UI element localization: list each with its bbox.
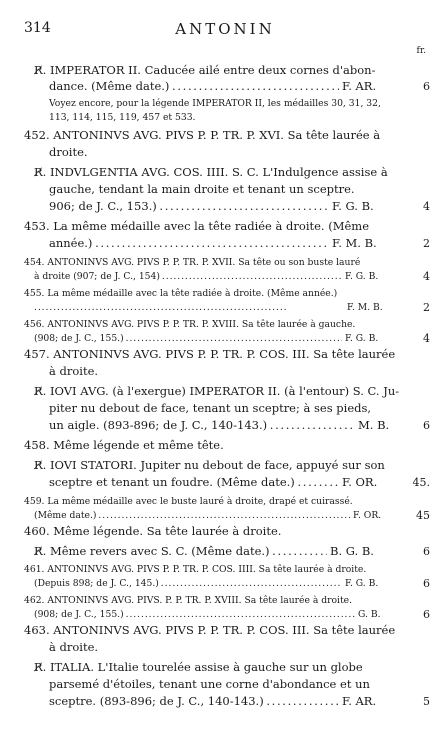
line-text: (Depuis 898; de J. C., 145.) . . . — [34, 576, 342, 591]
price-value: 5 — [423, 695, 430, 708]
line-text: 463. ANTONINVS AVG. PIVS P. P. TR. P. COS. III. Sa tête laurée — [24, 623, 396, 637]
text-line — [0, 255, 446, 270]
page-header — [24, 20, 426, 56]
text-line — [0, 593, 446, 608]
text-line — [0, 79, 446, 94]
price-value: 6 — [423, 608, 430, 621]
price-value: 45 — [416, 509, 430, 522]
line-text: à droite. — [49, 364, 99, 378]
line-text: 460. Même légende. Sa tête laurée à droite. — [24, 524, 282, 538]
line-text: 456. ANTONINVS AVG. PIVS P. P. TR. P. XVIII. Sa tête laurée à gauche. — [24, 319, 356, 330]
text-line — [0, 401, 446, 416]
line-text: 457. ANTONINVS AVG. PIVS P. P. TR. P. COS. III. Sa tête laurée — [24, 347, 396, 361]
line-text: sceptre. (893-896; de J. C., 140-143.) . . . — [49, 694, 339, 709]
text-line — [0, 508, 446, 523]
price-value: 45. — [412, 476, 430, 489]
text-line — [0, 96, 446, 111]
price-value: 2 — [423, 301, 430, 314]
line-text: 453. La même médaille avec la tête radiée à droite. (Même — [24, 219, 370, 233]
text-line — [0, 317, 446, 332]
text-line — [0, 694, 446, 709]
text-line — [0, 458, 446, 473]
metal-size: F. G. B. — [342, 576, 378, 591]
price-value: 6 — [423, 545, 430, 558]
text-line — [0, 475, 446, 490]
line-text: R̸. IMPERATOR II. Caducée ailé entre deux cornes d'abon- — [34, 63, 376, 77]
metal-size: M. B. — [355, 418, 389, 433]
text-line — [0, 300, 446, 315]
price-value: 2 — [423, 237, 430, 250]
line-text: un aigle. (893-896; de J. C., 140-143.) . . . — [49, 418, 355, 433]
price-value: 6 — [423, 80, 430, 93]
line-text: 455. La même médaille avec la tête radiée à droite. (Même année.) — [24, 288, 338, 299]
line-text: gauche, tendant la main droite et tenant un sceptre. — [49, 182, 355, 196]
text-line — [0, 524, 446, 539]
line-text: sceptre et tenant un foudre. (Même date.) . . . — [49, 475, 339, 490]
metal-size: F. G. B. — [342, 269, 378, 284]
line-text: R̸. ITALIA. L'Italie tourelée assise à gauche sur un globe — [34, 660, 363, 674]
line-text: dance. (Même date.) . . . — [49, 79, 339, 94]
text-line — [0, 128, 446, 143]
text-line — [0, 607, 446, 622]
text-line — [0, 677, 446, 692]
text-line — [0, 199, 446, 214]
text-line — [0, 165, 446, 180]
line-text: à droite. — [49, 640, 99, 654]
metal-size: F. G. B. — [342, 331, 378, 346]
line-text: droite. — [49, 145, 88, 159]
text-line — [0, 418, 446, 433]
line-text — [34, 300, 344, 315]
price-value: 4 — [423, 200, 430, 213]
line-text: piter nu debout de face, tenant un sceptre; à ses pieds, — [49, 401, 372, 415]
metal-size: F. M. B. — [329, 236, 377, 251]
line-text: 113, 114, 115, 119, 457 et 533. — [49, 112, 196, 123]
metal-size: G. B. — [355, 607, 381, 622]
text-line — [0, 494, 446, 509]
line-text: année.) . . . — [49, 236, 329, 251]
page-title: ANTONIN — [175, 20, 275, 38]
text-line — [0, 640, 446, 655]
line-text: R̸. IOVI STATORI. Jupiter nu debout de face, appuyé sur son — [34, 458, 385, 472]
text-line — [0, 236, 446, 251]
text-line — [0, 623, 446, 638]
line-text: parsemé d'étoiles, tenant une corne d'abondance et un — [49, 677, 370, 691]
metal-size: F. M. B. — [344, 300, 383, 315]
metal-size: F. AR. — [339, 79, 376, 94]
text-line — [0, 286, 446, 301]
line-text: 452. ANTONINVS AVG. PIVS P. P. TR. P. XVI. Sa tête laurée à — [24, 128, 381, 142]
price-value: 6 — [423, 419, 430, 432]
metal-size: B. G. B. — [327, 544, 374, 559]
price-value: 4 — [423, 270, 430, 283]
metal-size: F. OR. — [350, 508, 381, 523]
price-value: 4 — [423, 332, 430, 345]
text-line — [0, 544, 446, 559]
line-text: 459. La même médaille avec le buste lauré à droite, drapé et cuirassé. — [24, 496, 353, 507]
text-line — [0, 364, 446, 379]
text-line — [0, 182, 446, 197]
text-line — [0, 331, 446, 346]
text-line — [0, 347, 446, 362]
metal-size: F. OR. — [339, 475, 377, 490]
text-line — [0, 576, 446, 591]
line-text: 454. ANTONINVS AVG. PIVS P. P. TR. P. XVII. Sa tête ou son buste lauré — [24, 257, 361, 268]
line-text: R̸. IOVI AVG. (à l'exergue) IMPERATOR II. (à l'entour) S. C. Ju- — [34, 384, 400, 398]
text-line — [0, 110, 446, 125]
line-text: (908; de J. C., 155.) . . . — [34, 607, 355, 622]
text-line — [0, 438, 446, 453]
metal-size: F. G. B. — [329, 199, 374, 214]
line-text: 461. ANTONINVS AVG. PIVS P. P. TR. P. COS. IIII. Sa tête laurée à droite. — [24, 564, 367, 575]
line-text: R̸. Même revers avec S. C. (Même date.) . . . — [34, 544, 327, 559]
line-text: (908; de J. C., 155.) . . . — [34, 331, 342, 346]
line-text: (Même date.) . . . — [34, 508, 350, 523]
page-number: 314 — [24, 20, 51, 36]
text-line — [0, 269, 446, 284]
line-text: R̸. INDVLGENTIA AVG. COS. IIII. S. C. L'Indulgence assise à — [34, 165, 388, 179]
price-column-header: fr. — [416, 46, 426, 56]
metal-size: F. AR. — [339, 694, 376, 709]
text-line — [0, 145, 446, 160]
line-text: 458. Même légende et même tête. — [24, 438, 224, 452]
text-line — [0, 562, 446, 577]
text-line — [0, 660, 446, 675]
price-value: 6 — [423, 577, 430, 590]
text-line — [0, 219, 446, 234]
line-text: 906; de J. C., 153.) . . . — [49, 199, 329, 214]
text-line — [0, 63, 446, 78]
text-line — [0, 384, 446, 399]
line-text: à droite (907; de J. C., 154) . . . — [34, 269, 342, 284]
line-text: Voyez encore, pour la légende IMPERATOR II, les médailles 30, 31, 32, — [49, 98, 381, 109]
line-text: 462. ANTONINVS AVG. PIVS. P. P. TR. P. XVIII. Sa tête laurée à droite. — [24, 595, 353, 606]
